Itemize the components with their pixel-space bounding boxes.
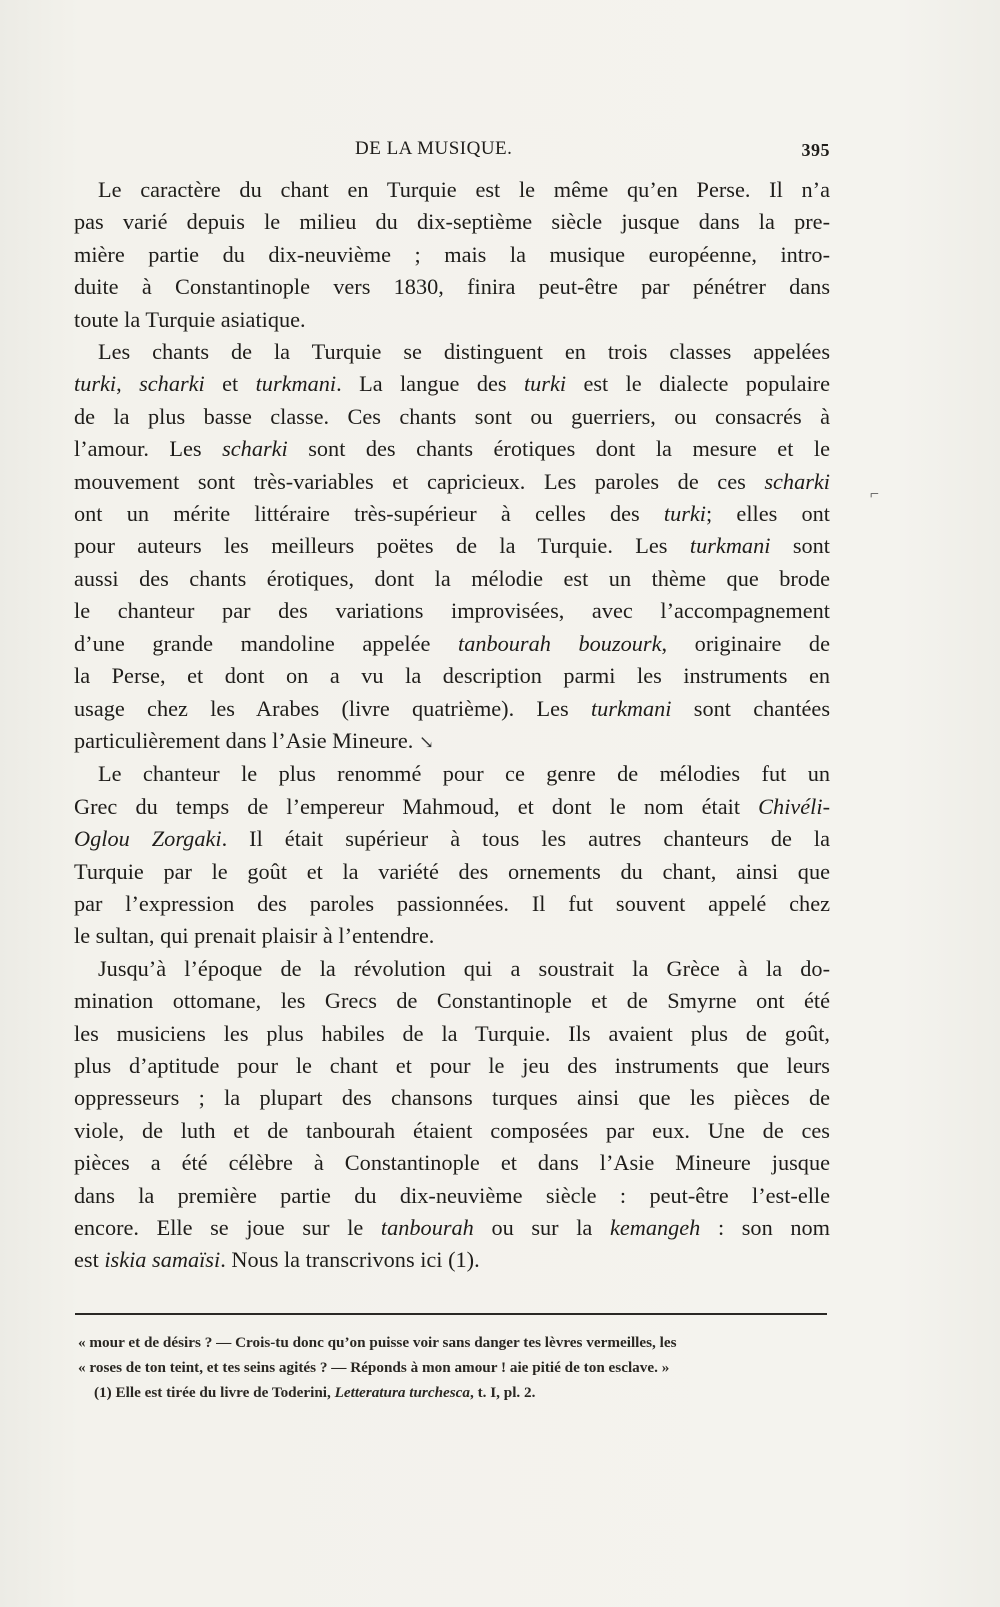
text-line: par l’expression des paroles passionnées. Il fut souvent appelé chez xyxy=(74,890,830,916)
body-text xyxy=(74,174,830,1277)
text-line: turki, scharki et turkmani. La langue des turki est le dialecte populaire xyxy=(74,371,830,397)
margin-mark: ⌐ xyxy=(870,486,880,503)
text-line: ont un mérite littéraire très-supérieur à celles des turki; elles ont xyxy=(74,501,830,527)
text-line: l’amour. Les scharki sont des chants érotiques dont la mesure et le xyxy=(74,436,830,462)
text-line: duite à Constantinople vers 1830, finira peut-être par pénétrer dans xyxy=(74,274,830,300)
text-line: Les chants de la Turquie se distinguent en trois classes appelées xyxy=(98,339,830,365)
text-line: toute la Turquie asiatique. xyxy=(74,306,306,332)
text-line-with-mark xyxy=(74,725,830,758)
text-line: pièces a été célèbre à Constantinople et dans l’Asie Mineure jusque xyxy=(74,1150,830,1176)
text-line: Le chanteur le plus renommé pour ce genre de mélodies fut un xyxy=(98,761,830,787)
text-line: particulièrement dans l’Asie Mineure. xyxy=(74,727,414,753)
text-line: mouvement sont très-variables et capricieux. Les paroles de ces scharki xyxy=(74,468,830,494)
text-line: de la plus basse classe. Ces chants sont ou guerriers, ou consacrés à xyxy=(74,403,830,429)
text-line: les musiciens les plus habiles de la Turquie. Ils avaient plus de goût, xyxy=(74,1020,830,1046)
text-line: Le caractère du chant en Turquie est le même qu’en Perse. Il n’a xyxy=(98,177,830,202)
paragraph-1 xyxy=(74,174,830,336)
text-line: est iskia samaïsi. Nous la transcrivons ici (1). xyxy=(74,1247,480,1273)
page-number: 395 xyxy=(801,140,830,160)
footnote-line: « mour et de désirs ? — Crois-tu donc qu’on puisse voir sans danger tes lèvres vermeilles, les xyxy=(78,1334,677,1351)
footnote-line: (1) Elle est tirée du livre de Toderini, Letteratura turchesca, t. I, pl. 2. xyxy=(94,1384,536,1401)
text-line: aussi des chants érotiques, dont la mélodie est un thème que brode xyxy=(74,565,830,591)
text-line: Grec du temps de l’empereur Mahmoud, et dont le nom était Chivéli- xyxy=(74,793,830,819)
page-header xyxy=(74,134,830,164)
text-line: encore. Elle se joue sur le tanbourah ou sur la kemangeh : son nom xyxy=(74,1215,830,1240)
text-line: le sultan, qui prenait plaisir à l’entendre. xyxy=(74,923,435,949)
footnote-rule xyxy=(75,1313,827,1315)
text-line: la Perse, et dont on a vu la description parmi les instruments en xyxy=(74,663,830,689)
text-line: mination ottomane, les Grecs de Constantinople et de Smyrne ont été xyxy=(74,988,830,1014)
text-line: d’une grande mandoline appelée tanbourah bouzourk, originaire de xyxy=(74,630,830,656)
footnotes xyxy=(78,1330,830,1405)
text-line: Oglou Zorgaki. Il était supérieur à tous les autres chanteurs de la xyxy=(74,826,830,852)
text-line: pas varié depuis le milieu du dix-septième siècle jusque dans la pre- xyxy=(74,209,830,235)
text-line: dans la première partie du dix-neuvième siècle : peut-être l’est-elle xyxy=(74,1182,830,1208)
paragraph-3 xyxy=(74,758,830,952)
text-line: viole, de luth et de tanbourah étaient composées par eux. Une de ces xyxy=(74,1117,830,1143)
text-line: pour auteurs les meilleurs poëtes de la Turquie. Les turkmani sont xyxy=(74,533,830,559)
text-line: Jusqu’à l’époque de la révolution qui a soustrait la Grèce à la do- xyxy=(98,955,830,981)
text-line: plus d’aptitude pour le chant et pour le jeu des instruments que leurs xyxy=(74,1052,830,1078)
footnote-line: « roses de ton teint, et tes seins agités ? — Réponds à mon amour ! aie pitié de ton esclave. » xyxy=(78,1359,670,1376)
paragraph-4 xyxy=(74,953,830,1277)
text-line: le chanteur par des variations improvisées, avec l’accompagnement xyxy=(74,598,830,624)
text-line: mière partie du dix-neuvième ; mais la musique européenne, intro- xyxy=(74,241,830,267)
inline-mark: ↘ xyxy=(418,731,434,752)
text-line: usage chez les Arabes (livre quatrième). Les turkmani sont chantées xyxy=(74,695,830,721)
text-line: Turquie par le goût et la variété des ornements du chant, ainsi que xyxy=(74,858,830,884)
paragraph-2 xyxy=(74,336,830,758)
running-title: DE LA MUSIQUE. xyxy=(355,138,513,159)
text-line: oppresseurs ; la plupart des chansons turques ainsi que les pièces de xyxy=(74,1085,830,1111)
